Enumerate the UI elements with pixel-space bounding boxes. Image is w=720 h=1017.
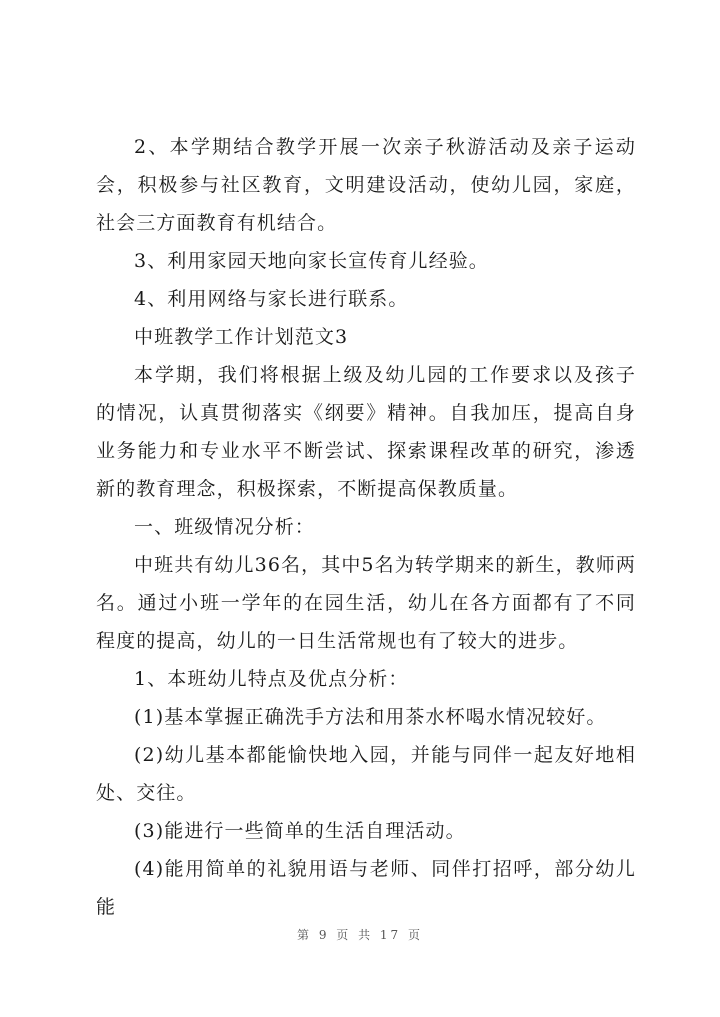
list-item-4: (4)能用简单的礼貌用语与老师、同伴打招呼，部分幼儿能: [96, 858, 636, 918]
paragraph-semester-intro: 本学期，我们将根据上级及幼儿园的工作要求以及孩子的情况，认真贯彻落实《纲要》精神。自我加压，提高自身业务能力和专业水平不断尝试、探索课程改革的研究，渗透新的教育理念，积极探索，不断提高保教质量。: [96, 364, 636, 500]
heading-class-analysis: 一、班级情况分析：: [134, 516, 315, 538]
document-body: [96, 128, 636, 926]
list-item-3: (3)能进行一些简单的生活自理活动。: [134, 820, 466, 842]
page-number-footer: 第 9 页 共 17 页: [297, 928, 423, 942]
paragraph-class-overview: 中班共有幼儿36名，其中5名为转学期来的新生，教师两名。通过小班一学年的在园生活，幼儿在各方面都有了不同程度的提高，幼儿的一日生活常规也有了较大的进步。: [96, 554, 636, 652]
paragraph-home-school-board: 3、利用家园天地向家长宣传育儿经验。: [134, 250, 489, 272]
paragraph-activity-plan: 2、本学期结合教学开展一次亲子秋游活动及亲子运动会，积极参与社区教育，文明建设活动，使幼儿园，家庭，社会三方面教育有机结合。: [96, 136, 636, 234]
list-item-2: (2)幼儿基本都能愉快地入园，并能与同伴一起友好地相处、交往。: [96, 744, 636, 804]
paragraph-network-contact: 4、利用网络与家长进行联系。: [134, 288, 409, 310]
heading-strengths: 1、本班幼儿特点及优点分析：: [134, 668, 409, 690]
list-item-1: (1)基本掌握正确洗手方法和用茶水杯喝水情况较好。: [134, 706, 607, 728]
section-title: 中班教学工作计划范文3: [134, 326, 349, 348]
